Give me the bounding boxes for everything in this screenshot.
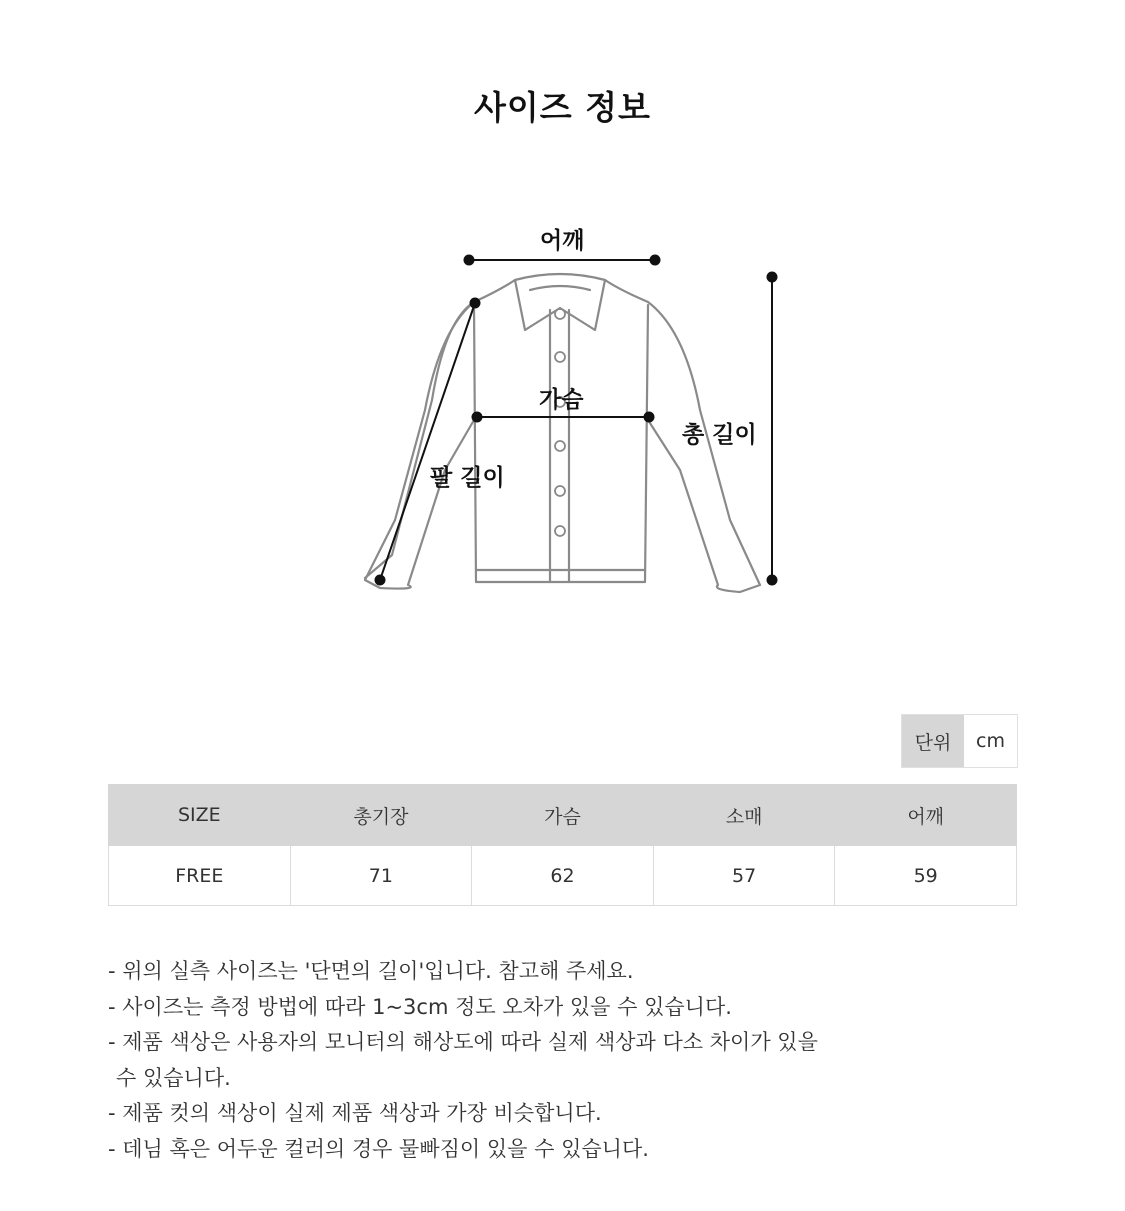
- unit-indicator: [901, 714, 1018, 768]
- page-title: 사이즈 정보: [474, 88, 651, 127]
- unit-label: 단위: [902, 715, 964, 767]
- header-sleeve: 소매: [653, 785, 835, 846]
- button-2: [555, 352, 565, 362]
- note-item: - 위의 실측 사이즈는 '단면의 길이'입니다. 참고해 주세요.: [108, 959, 634, 983]
- total-length-measure-end: [768, 576, 777, 585]
- collar: [515, 274, 605, 330]
- cell-chest: 62: [472, 846, 654, 906]
- right-shoulder-seam: [605, 280, 648, 302]
- header-total-length: 총기장: [290, 785, 472, 846]
- chest-measure-start: [473, 413, 482, 422]
- sleeve-measure-start: [471, 299, 480, 308]
- header-chest: 가슴: [472, 785, 654, 846]
- header-size: SIZE: [109, 785, 291, 846]
- note-item: - 제품 색상은 사용자의 모니터의 해상도에 따라 실제 색상과 다소 차이가 있을: [108, 1030, 818, 1054]
- note-item: - 사이즈는 측정 방법에 따라 1~3cm 정도 오차가 있을 수 있습니다.: [108, 994, 732, 1019]
- cell-sleeve: 57: [653, 846, 835, 906]
- note-item-continuation: 수 있습니다.: [116, 1065, 231, 1090]
- table-row: [109, 846, 1017, 906]
- total-length-label: 총 길이: [682, 422, 757, 448]
- total-length-measure-start: [768, 273, 777, 282]
- chest-measure-end: [645, 413, 654, 422]
- notes-list: [108, 954, 1008, 1167]
- sleeve-measure-end: [376, 576, 385, 585]
- unit-value: cm: [964, 715, 1017, 767]
- chest-label: 가슴: [539, 387, 584, 413]
- button-6: [555, 526, 565, 536]
- shoulder-label: 어깨: [540, 228, 585, 254]
- cell-size: FREE: [109, 846, 291, 906]
- shoulder-measure-end: [651, 256, 660, 265]
- shoulder-measure-start: [465, 256, 474, 265]
- size-table-header-row: [109, 785, 1017, 846]
- button-5: [555, 486, 565, 496]
- left-sleeve-inner: [365, 302, 474, 578]
- collar-band: [530, 286, 590, 290]
- note-item: - 제품 컷의 색상이 실제 제품 색상과 가장 비슷합니다.: [108, 1101, 602, 1125]
- button-1: [555, 309, 565, 319]
- cell-total-length: 71: [290, 846, 472, 906]
- sleeve-length-label: 팔 길이: [430, 465, 505, 491]
- header-shoulder: 어깨: [835, 785, 1017, 846]
- left-shoulder-seam: [474, 280, 515, 302]
- button-4: [555, 441, 565, 451]
- cell-shoulder: 59: [835, 846, 1017, 906]
- note-item: - 데님 혹은 어두운 컬러의 경우 물빠짐이 있을 수 있습니다.: [108, 1136, 649, 1161]
- size-table: [108, 784, 1017, 906]
